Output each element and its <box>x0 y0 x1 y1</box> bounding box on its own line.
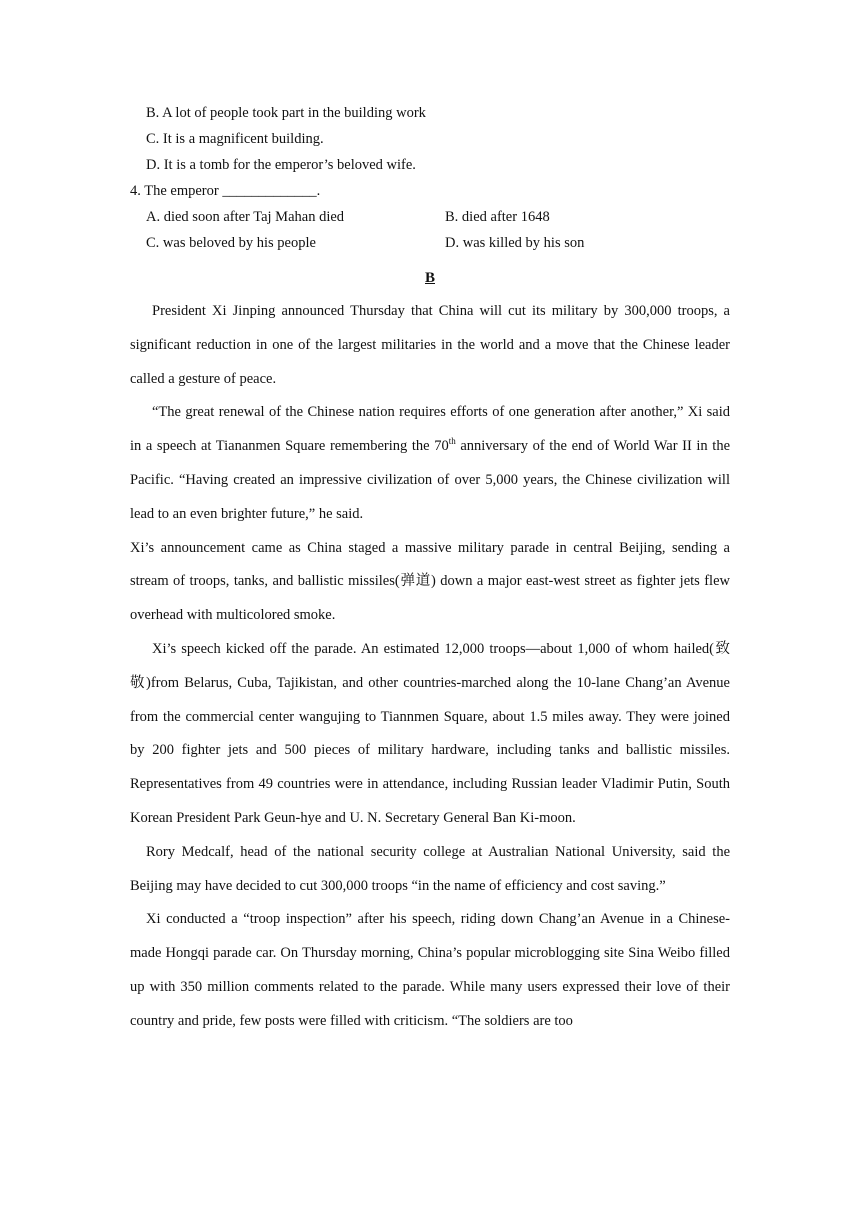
paragraph-3: Xi’s announcement came as China staged a massive military parade in central Beijing, sending a stream of troops, tanks, and ballistic missiles(弹道) down a major east-west street as fighter jets flew overhead with multicolored smoke. <box>130 539 730 624</box>
q3-option-b: B. A lot of people took part in the building work <box>146 105 426 121</box>
q4-stem: 4. The emperor _____________. <box>130 183 321 199</box>
paragraph-2 <box>130 396 730 531</box>
q4-option-a: A. died soon after Taj Mahan died <box>146 209 345 225</box>
paragraph-2-part-1: “The great renewal of the Chinese nation requires efforts of one generation after another,” Xi said in a speech at Tiananmen Square remembering the 70 <box>130 404 730 455</box>
q4-option-d: D. was killed by his son <box>445 235 585 251</box>
q3-option-c: C. It is a magnificent building. <box>146 131 324 147</box>
q3-option-d: D. It is a tomb for the emperor’s beloved wife. <box>146 157 416 173</box>
passage-b <box>130 295 730 1039</box>
paragraph-6: Xi conducted a “troop inspection” after his speech, riding down Chang’an Avenue in a Chinese-made Hongqi parade car. On Thursday morning, China’s popular microblogging site Sina Weibo filled up with 350 million comments related to the parade. While many users expressed their love of their country and pride, few posts were filled with criticism. “The soldiers are too <box>130 911 730 1029</box>
paragraph-1: President Xi Jinping announced Thursday that China will cut its military by 300,000 troops, a significant reduction in one of the largest militaries in the world and a move that the Chinese leader called a gesture of peace. <box>130 303 730 387</box>
q4-option-c: C. was beloved by his people <box>146 235 316 251</box>
paragraph-2-part-2: anniversary of the end of World War II in the Pacific. “Having created an impressive civilization of over 5,000 years, the Chinese civilization will lead to an even brighter future,” he said. <box>130 438 731 522</box>
ordinal-superscript: th <box>448 436 456 447</box>
paragraph-5: Rory Medcalf, head of the national security college at Australian National University, said the Beijing may have decided to cut 300,000 troops “in the name of efficiency and cost saving.” <box>130 843 730 894</box>
section-title-b: B <box>424 270 435 286</box>
paragraph-4: Xi’s speech kicked off the parade. An estimated 12,000 troops—about 1,000 of whom hailed(致敬)from Belarus, Cuba, Tajikistan, and other countries-marched along the 10-lane Chang’an Avenue from the commercial center wangujing to Tiannmen Square, about 1.5 miles away. They were joined by 200 fighter jets and 500 pieces of military hardware, including tanks and ballistic missiles. Representatives from 49 countries were in attendance, including Russian leader Vladimir Putin, South Korean President Park Geun-hye and U. N. Secretary General Ban Ki-moon. <box>130 640 730 826</box>
q4-option-b: B. died after 1648 <box>445 209 550 225</box>
